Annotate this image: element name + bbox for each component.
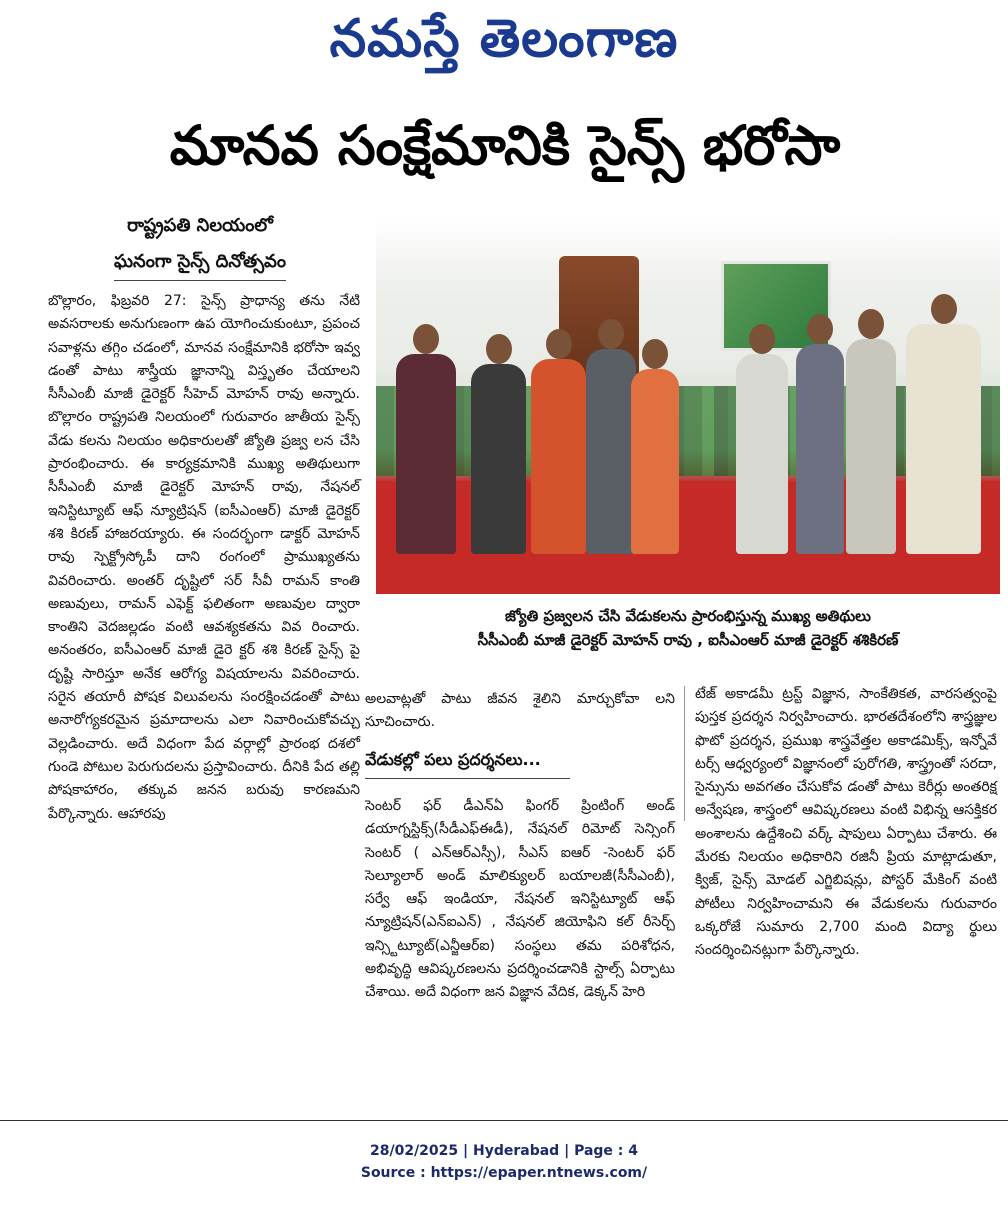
footer-divider [0,1120,1008,1121]
subhead-line-2: ఘనంగా సైన్స్ దినోత్సవం [114,244,286,281]
photo-person [531,359,586,554]
article-column-1: బొల్లారం, ఫిబ్రవరి 27: సైన్స్ ప్రాధాన్య తను నేటి అవసరాలకు అనుగుణంగా ఉప యోగించుకుంటూ, ప్రపంచ సవాళ్లను తగ్గిం చడంలో, మానవ సంక్షేమానికి భరోసా ఇవ్వ డంతో పాటు శాస్త్రీయ జ్ఞానాన్ని విస్తృతం చేయాలని సీసీఎంబీ మాజీ డైరెక్టర్ సీహెచ్ మోహన్ రావు అన్నారు. బొల్లారం రాష్ట్రపతి నిలయంలో గురువారం జాతీయ సైన్స్ వేడు కలను నిలయం అధికారులతో జ్యోతి ప్రజ్వ లన చేసి ప్రారంభించారు. ఈ కార్యక్రమానికి ముఖ్య అతిథులుగా సీసీఎంబీ మాజీ డైరెక్టర్ మోహన్ రావు, నేషనల్ ఇనిస్టిట్యూట్ ఆఫ్ న్యూట్రిషన్ (ఐసీఎంఆర్) మాజీ డైరెక్టర్ శశి కిరణ్ హాజరయ్యారు. ఈ సందర్భంగా డాక్టర్ మోహన్ రావు స్పెక్ట్రోస్కోపీ దాని రంగంలో ప్రాముఖ్యతను వివరించారు. అంతర్ దృష్టిలో సర్ సీవీ రామన్ కాంతి అణువులు, రామన్ ఎఫెక్ట్ ఫలితంగా అణువుల ద్వారా కాంతిని వెదజల్లడం వంటి ఆవశ్యకతను వివ రించారు. అనంతరం, ఐసీఎంఆర్ మాజీ డైరె క్టర్ శశి కిరణ్ సైన్స్ పై దృష్టి సారిస్తూ అనేక ఆరోగ్య విషయాలను వివరించారు. సరైన తయారీ పోషక విలువలను సంరక్షించడంతో పాటు అనారోగ్యకరమైన ప్రమాదాలను ఎలా నివారించుకోవచ్చు వెల్లడించారు. అదే విధంగా పేద వర్గాల్లో ప్రారంభ దశలో గుండె పోటుల పెరుగుదలను ప్రస్తావించారు. దీనికి పేద తల్లి పోషకాహారం, తక్కువ జనన బరువు కారణమని పేర్కొన్నారు. ఆహారపు [48,293,360,822]
photo-person [396,354,456,554]
footer-source-link[interactable]: Source : https://epaper.ntnews.com/ [360,1165,648,1181]
photo-person [906,324,981,554]
masthead-title: నమస్తే తెలంగాణ [329,8,679,69]
photo-person [796,344,844,554]
photo-person [846,339,896,554]
photo-caption [376,604,1000,652]
event-photo [376,216,1000,594]
subhead-line-1: రాష్ట్రపతి నిలయంలో [127,215,273,236]
caption-line-2: సీసీఎంబీ మాజీ డైరెక్టర్ మోహన్ రావు , ఐసీఎంఆర్ మాజీ డైరెక్టర్ శశికిరణ్ [477,631,899,649]
article-column-3: టేజ్ అకాడమీ ట్రస్ట్ విజ్ఞాన, సాంకేతికత, వారసత్వంపై పుస్తక ప్రదర్శన నిర్వహించారు. భారతదేశంలోని శాస్త్రజ్ఞుల ఫొటో ప్రదర్శన, ప్రముఖ శాస్త్రవేత్తల అకాడమిక్స్, ఇన్నోవే టర్స్ ఆధ్వర్యంలో విజ్ఞానంలో పురోగతి, శాస్త్ర్రంతో సరదా, సైన్సును అవగతం చేసుకోవ డంతో పాటు కెరీర్లు అంతరిక్ష అన్వేషణ, శాస్త్రంలో ఆవిష్కరణలు వంటి విభిన్న ఆసక్తికర అంశాలను ఉద్దేశించి వర్క్ షాపులు ఏర్పాటు చేశారు. ఈ మేరకు నిలయం అధికారిని రజినీ ప్రియ మాట్లాడుతూ, క్విజ్, సైన్స్ మోడల్ ఎగ్జిబిషన్లు, పోస్టర్ మేకింగ్ వంటి పోటీలు నిర్వహించామని ఈ వేడుకలను గురువారం ఒక్కరోజే సుమారు 2,700 మంది విద్యా ర్థులు సందర్శించినట్లుగా పేర్కొన్నారు. [695,686,997,959]
section-heading: వేడుకల్లో పలు ప్రదర్శనలు... [365,742,570,779]
column-divider [684,686,685,821]
article-headline: మానవ సంక్షేమానికి సైన్స్ భరోసా [169,114,841,177]
caption-line-1: జ్యోతి ప్రజ్వలన చేసి వేడుకలను ప్రారంభిస్తున్న ముఖ్య అతిథులు [505,607,871,625]
article-column-2-body: సెంటర్ ఫర్ డీఎన్ఏ ఫింగర్ ప్రింటింగ్ అండ్ డయాగ్నస్టిక్స్(సీడీఎఫ్ఈడీ), నేషనల్ రిమోట్ సెన్సింగ్ సెంటర్ ( ఎన్ఆర్ఎస్సీ), సీఎస్ ఐఆర్ -సెంటర్ ఫర్ సెల్యూలార్ అండ్ మాలిక్యులర్ బయాలజీ(సీసీఎంబీ), సర్వే ఆఫ్ ఇండియా, నేషనల్ ఇనిస్టిట్యూట్ ఆఫ్ న్యూట్రిషన్(ఎన్ఐఎన్) , నేషనల్ జియోఫిని కల్ రీసెర్చ్ ఇన్స్టిట్యూట్(ఎన్జీఆర్ఐ) సంస్థలు తమ పరిశోధన, అభివృద్ధి ఆవిష్కరణలను ప్రదర్శించడానికి స్టాల్స్ ఏర్పాటు చేశాయి. అదే విధంగా జన విజ్ఞాన వేదిక, డెక్కన్ హెరి [365,798,675,1001]
footer-date-edition: 28/02/2025 | Hyderabad | Page : 4 [369,1143,639,1159]
photo-person [586,349,636,554]
photo-person [631,369,679,554]
photo-person [736,354,788,554]
photo-person [471,364,526,554]
photo-tent-canopy [376,216,1000,296]
article-column-2 [365,688,675,735]
article-subhead [40,208,360,281]
column-2-intro: అలవాట్లతో పాటు జీవన శైలిని మార్చుకోవా లని సూచించారు. [365,691,675,731]
page-footer [0,1140,1008,1184]
